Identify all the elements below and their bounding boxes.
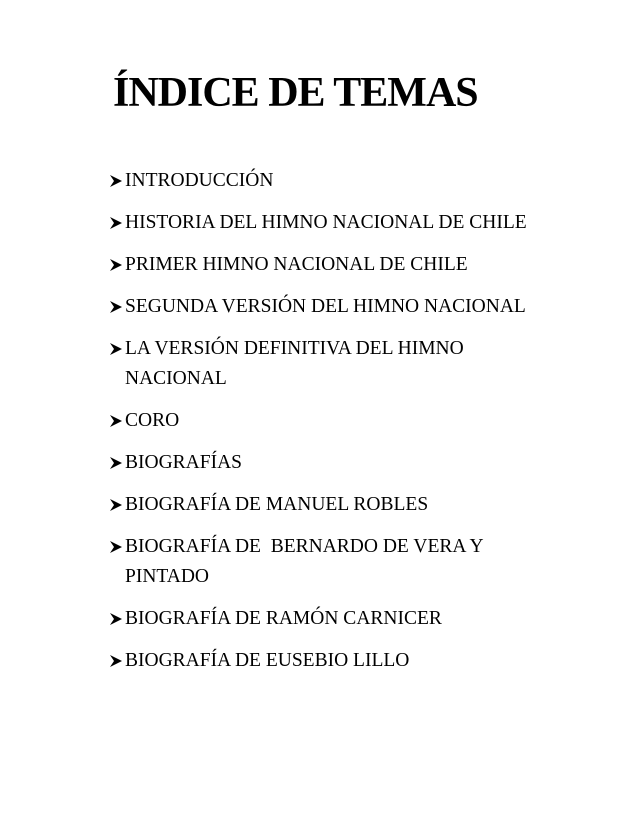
- arrowhead-bullet-icon: [109, 456, 123, 470]
- arrowhead-bullet-icon: [109, 174, 123, 188]
- list-item: [111, 532, 531, 592]
- list-item: [111, 406, 531, 436]
- list-item: [111, 334, 531, 394]
- list-item: [111, 646, 531, 676]
- list-item-label: BIOGRAFÍA DE MANUEL ROBLES: [125, 494, 429, 515]
- list-item-label: BIOGRAFÍA DE RAMÓN CARNICER: [125, 608, 442, 629]
- list-item: [111, 208, 531, 238]
- arrowhead-bullet-icon: [109, 258, 123, 272]
- arrowhead-bullet-icon: [109, 654, 123, 668]
- list-item-label: HISTORIA DEL HIMNO NACIONAL DE CHILE: [125, 212, 527, 233]
- arrowhead-bullet-icon: [109, 216, 123, 230]
- list-item: [111, 250, 531, 280]
- arrowhead-bullet-icon: [109, 612, 123, 626]
- list-item-label: BIOGRAFÍA DE EUSEBIO LILLO: [125, 650, 410, 671]
- list-item-label: LA VERSIÓN DEFINITIVA DEL HIMNO NACIONAL: [125, 338, 464, 389]
- list-item-label: BIOGRAFÍAS: [125, 452, 243, 473]
- list-item: [111, 292, 531, 322]
- list-item-label: INTRODUCCIÓN: [125, 170, 274, 191]
- arrowhead-bullet-icon: [109, 498, 123, 512]
- arrowhead-bullet-icon: [109, 414, 123, 428]
- list-item: [111, 166, 531, 196]
- list-item-label: CORO: [125, 410, 180, 431]
- arrowhead-bullet-icon: [109, 342, 123, 356]
- table-of-contents: [111, 166, 531, 688]
- list-item: [111, 448, 531, 478]
- page-title: ÍNDICE DE TEMAS: [113, 70, 478, 116]
- list-item-label: SEGUNDA VERSIÓN DEL HIMNO NACIONAL: [125, 296, 526, 317]
- arrowhead-bullet-icon: [109, 300, 123, 314]
- list-item: [111, 490, 531, 520]
- list-item: [111, 604, 531, 634]
- list-item-label: BIOGRAFÍA DE BERNARDO DE VERA Y PINTADO: [125, 536, 488, 587]
- list-item-label: PRIMER HIMNO NACIONAL DE CHILE: [125, 254, 468, 275]
- arrowhead-bullet-icon: [109, 540, 123, 554]
